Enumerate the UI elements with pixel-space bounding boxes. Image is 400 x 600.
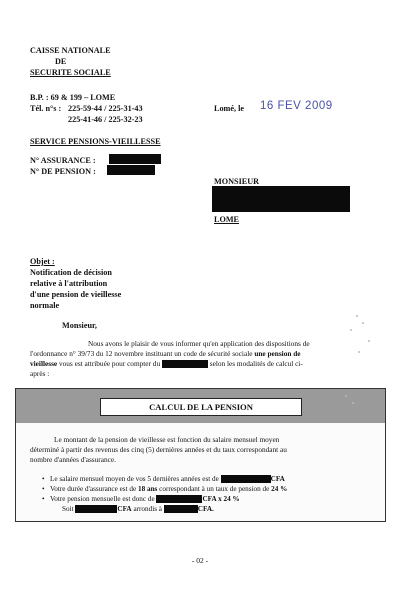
calc-bullet-duration-text: Votre durée d'assurance est de	[50, 485, 137, 493]
org-name-line2: DE	[55, 57, 67, 66]
calc-intro-line3: nombre d'années d'assurance.	[30, 455, 116, 464]
subject-line3: d'une pension de vieillesse	[30, 290, 122, 299]
service-title: SERVICE PENSIONS-VIEILLESSE	[30, 137, 161, 146]
calculation-box-header	[16, 389, 385, 423]
calc-result-unit: CFA	[117, 505, 132, 513]
calc-bullet-pension	[42, 495, 240, 504]
calc-bullet-duration-years: 18 ans	[137, 485, 158, 493]
scan-speck	[362, 322, 364, 324]
paragraph-line3	[30, 359, 303, 369]
calc-bullet-duration	[42, 485, 287, 494]
calc-intro-line1: Le montant de la pension de vieillesse est fonction du salaire mensuel moyen	[54, 435, 280, 444]
date-stamp: 16 FEV 2009	[260, 100, 333, 112]
paragraph-line1: Nous avons le plaisir de vous informer qu'en application des dispositions de	[88, 339, 310, 348]
recipient-title: MONSIEUR	[214, 177, 260, 186]
calc-bullet-salary-unit: CFA	[270, 475, 285, 483]
scan-speck	[368, 340, 370, 342]
paragraph-line2	[30, 349, 301, 359]
calculation-box	[15, 388, 386, 522]
calc-bullet-duration-rate: 24 %	[271, 485, 288, 493]
bullet-icon: •	[42, 495, 45, 503]
salutation: Monsieur,	[62, 321, 97, 330]
pension-number-label: N° DE PENSION :	[30, 167, 96, 176]
redacted-recipient-name	[212, 186, 350, 212]
paragraph-line3-end: selon les modalités de calcul ci-	[209, 359, 303, 368]
paragraph-line2-bold: une pension de	[254, 349, 301, 358]
bullet-icon: •	[42, 485, 45, 493]
calc-bullet-duration-text2: correspondant à un taux de pension de	[159, 485, 270, 493]
redacted-pension-number	[107, 165, 155, 175]
calc-bullet-salary-text: Le salaire mensuel moyen de vos 5 dernières années est de	[50, 475, 219, 483]
scan-speck	[352, 402, 354, 404]
paragraph-line3-bold: vieillesse	[30, 359, 58, 368]
phone-line2: 225-41-46 / 225-32-23	[68, 115, 143, 124]
calc-bullet-pension-text: Votre pension mensuelle est donc de	[50, 495, 155, 503]
redacted-assurance-number	[109, 154, 161, 164]
recipient-city: LOME	[214, 215, 240, 224]
redacted-start-date	[162, 360, 208, 368]
assurance-number-label: N° ASSURANCE :	[30, 156, 96, 165]
postal-box: B.P. : 69 & 199 – LOME	[30, 93, 116, 102]
subject-line4: normale	[30, 301, 60, 310]
calc-bullet-pension-rate: 24 %	[223, 495, 240, 503]
place-date-label: Lomé, le	[214, 104, 245, 113]
redacted-average-salary	[221, 475, 271, 483]
bullet-icon: •	[42, 475, 45, 483]
calc-intro-line2: déterminé à partir des revenus des cinq (5) dernières années et du taux correspondant au	[30, 445, 287, 454]
org-name-line3: SECURITE SOCIALE	[30, 68, 111, 77]
redacted-rounded-amount	[164, 505, 198, 513]
paragraph-line2-text: l'ordonnance n° 39/73 du 12 novembre instituant un code de sécurité sociale	[30, 349, 253, 358]
redacted-pension-base	[156, 495, 202, 503]
subject-line1: Notification de décision	[30, 268, 112, 277]
phone-line1: 225-59-44 / 225-31-43	[68, 104, 143, 113]
phone-label: Tél. n°s :	[30, 104, 62, 113]
scan-speck	[356, 315, 358, 317]
calculation-box-title: CALCUL DE LA PENSION	[100, 398, 302, 416]
calc-result-line	[62, 505, 214, 514]
paragraph-line4: après :	[30, 369, 50, 378]
calc-bullet-salary	[42, 475, 285, 484]
redacted-pension-amount	[75, 505, 117, 513]
calc-result-rounded: arrondis à	[133, 505, 162, 513]
calc-result-end: CFA.	[197, 505, 214, 513]
calc-bullet-pension-mid: CFA x	[202, 495, 222, 503]
scan-speck	[350, 329, 352, 331]
scan-speck	[345, 395, 347, 397]
scan-speck	[358, 351, 360, 353]
page-number: - 02 -	[191, 556, 209, 565]
org-name-line1: CAISSE NATIONALE	[30, 46, 111, 55]
calc-result-soit: Soit	[62, 505, 74, 513]
subject-label: Objet :	[30, 257, 55, 266]
paragraph-line3-text: vous est attribuée pour compter du	[58, 359, 161, 368]
subject-line2: relative à l'attribution	[30, 279, 108, 288]
